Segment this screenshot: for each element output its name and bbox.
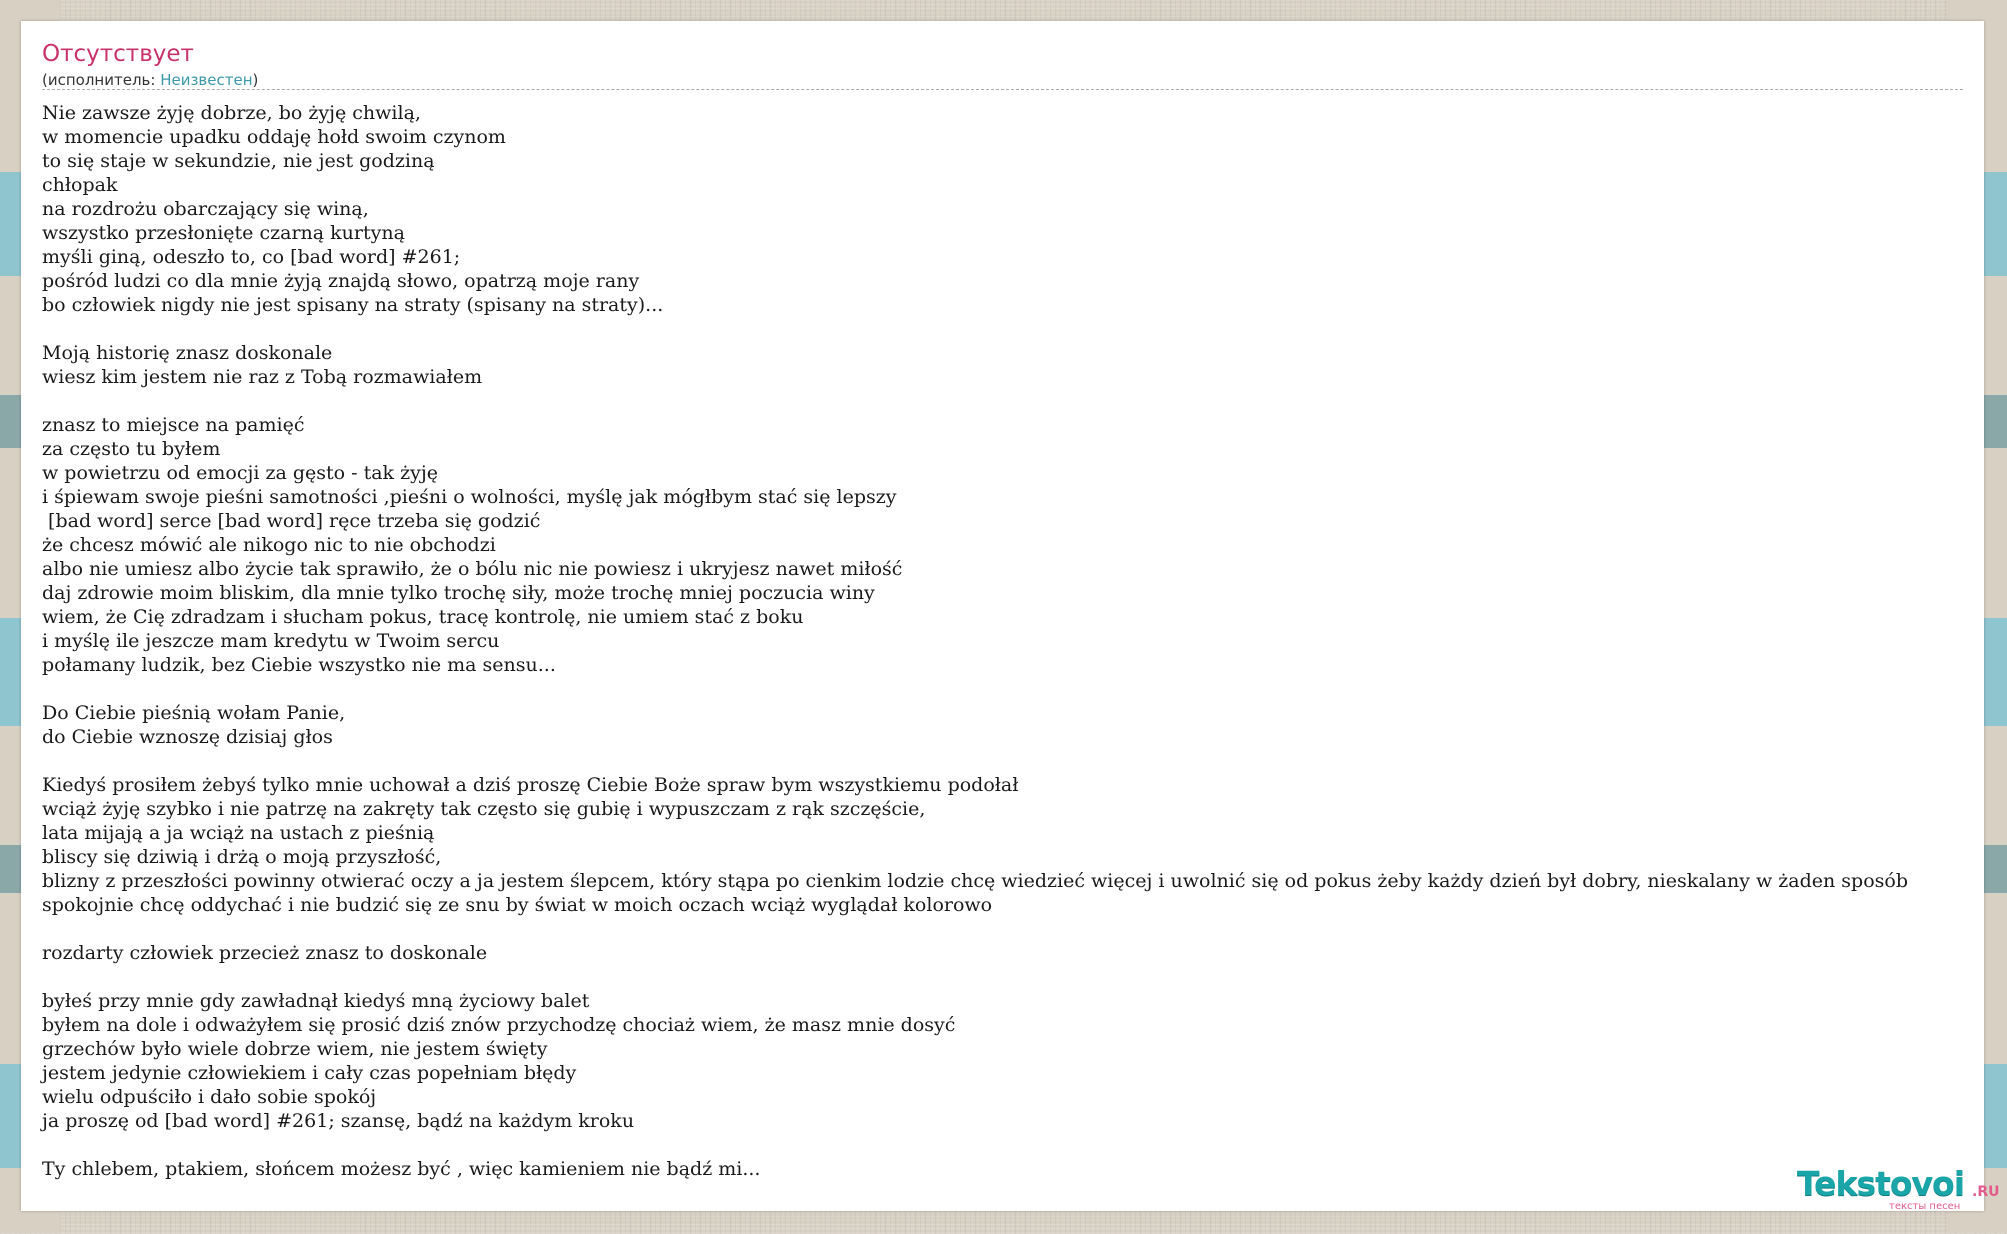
song-title: Отсутствует xyxy=(42,41,194,67)
lyrics-text: Nie zawsze żyję dobrze, bo żyję chwilą, w momencie upadku oddaję hołd swoim czynom to się staje w sekundzie, nie jest godziną chłopak na rozdrożu obarczający się winą, wszystko przesłonięte czarną kurtyną myśli giną, odeszło to, co [bad word] #261; pośród ludzi co dla mnie żyją znajdą słowo, opatrzą moje rany bo człowiek nigdy nie jest spisany na straty (spisany na straty)... Moją historię znasz doskonale wiesz kim jestem nie raz z Tobą rozmawiałem znasz to miejsce na pamięć za często tu byłem w powietrzu od emocji za gęsto - tak żyję i śpiewam swoje pieśni samotności ,pieśni o wolności, myślę jak mógłbym stać się lepszy [bad word] serce [bad word] ręce trzeba się godzić że chcesz mówić ale nikogo nic to nie obchodzi albo nie umiesz albo życie tak sprawiło, że o bólu nic nie powiesz i ukryjesz nawet miłość daj zdrowie moim bliskim, dla mnie tylko trochę siły, może trochę mniej poczucia winy wiem, że Cię zdradzam i słucham pokus, tracę kontrolę, nie umiem stać z boku i myślę ile jeszcze mam kredytu w Twoim sercu połamany ludzik, bez Ciebie wszystko nie ma sensu... Do Ciebie pieśnią wołam Panie, do Ciebie wznoszę dzisiaj głos Kiedyś prosiłem żebyś tylko mnie uchował a dziś proszę Ciebie Boże spraw bym wszystkiemu podołał wciąż żyję szybko i nie patrzę na zakręty tak często się gubię i wypuszczam z rąk szczęście, lata mijają a ja wciąż na ustach z pieśnią bliscy się dziwią i drżą o moją przyszłość, blizny z przeszłości powinny otwierać oczy a ja jestem ślepcem, który stąpa po cienkim lodzie chcę wiedzieć więcej i uwolnić się od pokus żeby każdy dzień był dobry, nieskalany w żaden sposób spokojnie chcę oddychać i nie budzić się ze snu by świat w moich oczach wciąż wyglądał kolorowo rozdarty człowiek przecież znasz to doskonale byłeś przy mnie gdy zawładnął kiedyś mną życiowy balet byłem na dole i odważyłem się prosić dziś znów przychodzę chociaż wiem, że masz mnie dosyć grzechów było wiele dobrze wiem, nie jestem święty jestem jedynie człowiekiem i cały czas popełniam błędy wielu odpuściło i dało sobie spokój ja proszę od [bad word] #261; szansę, bądź na każdym kroku Ty chlebem, ptakiem, słońcem możesz być , więc kamieniem nie bądź mi... xyxy=(42,102,1908,1180)
performer-prefix: (исполнитель: xyxy=(42,71,161,89)
site-logo[interactable] xyxy=(1797,1164,2000,1234)
title-divider xyxy=(42,89,1963,90)
performer-line xyxy=(42,71,258,89)
logo-tld: .RU xyxy=(1972,1184,2000,1200)
logo-tagline: тексты песен xyxy=(1889,1201,1961,1212)
performer-link[interactable]: Неизвестен xyxy=(160,71,253,89)
logo-name: Tekstovoi xyxy=(1797,1164,1965,1203)
lyrics-card xyxy=(21,21,2000,1212)
performer-suffix: ) xyxy=(252,71,259,89)
